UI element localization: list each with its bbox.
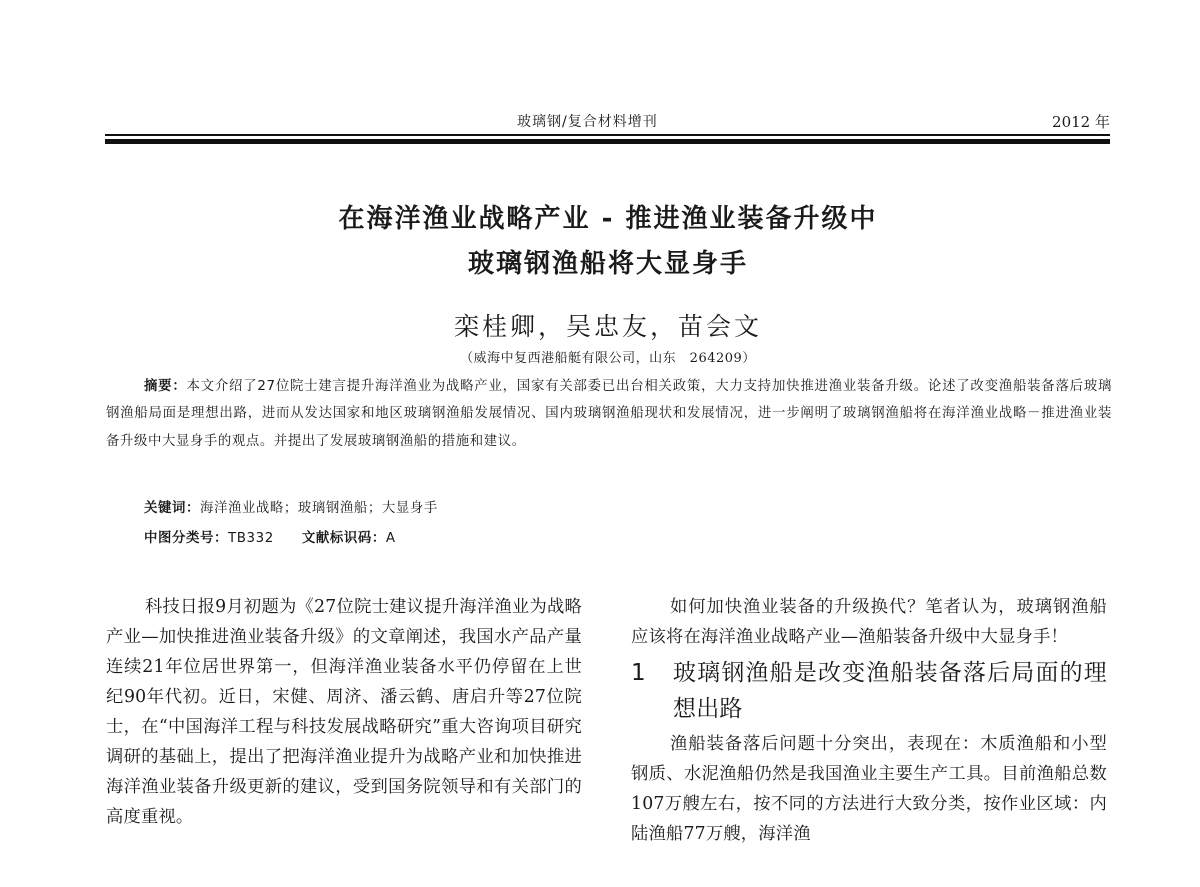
abstract [106,373,1112,455]
keywords-text: 海洋渔业战略；玻璃钢渔船；大显身手 [199,501,438,516]
section-heading-1 [631,655,1107,727]
keywords-label: 关键词： [144,501,200,516]
clc-value: TB332 [227,531,274,546]
author-list: 栾桂卿，吴忠友，苗会文 [453,312,762,341]
article-title-line-2: 玻璃钢渔船将大显身手 [467,249,748,279]
header-rule-thin [105,134,1110,136]
journal-name: 玻璃钢/复合材料增刊 [517,114,658,130]
body-paragraph: 如何加快渔业装备的升级换代？笔者认为，玻璃钢渔船应该将在海洋渔业战略产业—渔船装备升级中大显身手！ [631,597,1107,647]
doc-code-label: 文献标识码： [301,531,386,546]
header-rule-thick [105,139,1110,144]
body-paragraph: 科技日报9月初题为《27位院士建议提升海洋渔业为战略产业—加快推进渔业装备升级》的文章阐述，我国水产品产量连续21年位居世界第一，但海洋渔业装备水平仍停留在上世纪90年代初。近日，宋健、周济、潘云鹤、唐启升等27位院士，在“中国海洋工程与科技发展战略研究”重大咨询项目研究调研的基础上，提出了把海洋渔业提升为战略产业和加快推进海洋渔业装备升级更新的建议，受到国务院领导和有关部门的高度重视。 [106,597,582,827]
body-column-right [631,592,1107,849]
section-title: 玻璃钢渔船是改变渔船装备落后局面的理想出路 [673,660,1107,722]
abstract-label: 摘要： [144,379,187,394]
keywords [144,497,438,516]
author-affiliation: （威海中复西港船艇有限公司，山东 264209） [460,351,756,366]
body-column-left [106,592,582,832]
classification-line [144,527,396,546]
body-paragraph: 渔船装备落后问题十分突出，表现在：木质渔船和小型钢质、水泥渔船仍然是我国渔业主要生产工具。目前渔船总数107万艘左右，按不同的方法进行大致分类，按作业区域：内陆渔船77万艘，海洋渔 [631,734,1107,844]
clc-label: 中图分类号： [144,531,228,546]
issue-year: 2012 年 [1052,113,1110,131]
doc-code-value: A [385,531,396,546]
section-number: 1 [631,660,646,686]
article-title-line-1: 在海洋渔业战略产业 - 推进渔业装备升级中 [338,204,878,234]
abstract-text: 本文介绍了27位院士建言提升海洋渔业为战略产业，国家有关部委已出台相关政策，大力支持加快推进渔业装备升级。论述了改变渔船装备落后玻璃钢渔船局面是理想出路，进而从发达国家和地区玻璃钢渔船发展情况、国内玻璃钢渔船现状和发展情况，进一步阐明了玻璃钢渔船将在海洋渔业战略－推进渔业装备升级中大显身手的观点。并提出了发展玻璃钢渔船的措施和建议。 [106,379,1112,449]
